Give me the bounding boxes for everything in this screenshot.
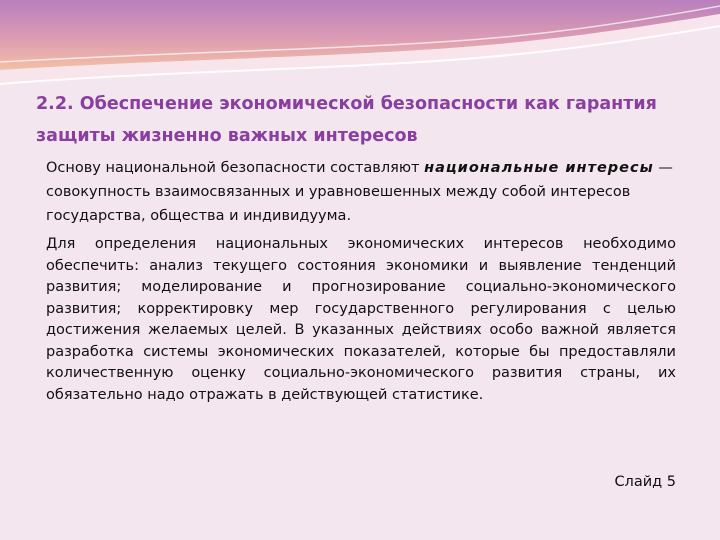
- intro-text-end: — совокупность взаимосвязанных и уравновешенных между собой интересов государства, общества и индивидуума.: [46, 160, 673, 224]
- slide-title: 2.2. Обеспечение экономической безопасности как гарантия защиты жизненно важных интересов: [36, 94, 657, 146]
- header-wave-decoration: [0, 0, 720, 100]
- intro-text-start: Основу национальной безопасности составляют: [46, 160, 425, 176]
- slide-number: Слайд 5: [614, 474, 676, 490]
- intro-paragraph: [46, 156, 676, 228]
- intro-emphasis: национальные интересы: [424, 160, 654, 176]
- body-paragraph: Для определения национальных экономических интересов необходимо обеспечить: анализ текущего состояния экономики и выявление тенденций развития; моделирование и прогнозирование социально-экономического развития; корректировку мер государственного регулирования с целью достижения желаемых целей. В указанных действиях особо важной является разработка системы экономических показателей, которые бы предоставляли количественную оценку социально-экономического развития страны, их обязательно надо отражать в действующей статистике.: [46, 236, 676, 403]
